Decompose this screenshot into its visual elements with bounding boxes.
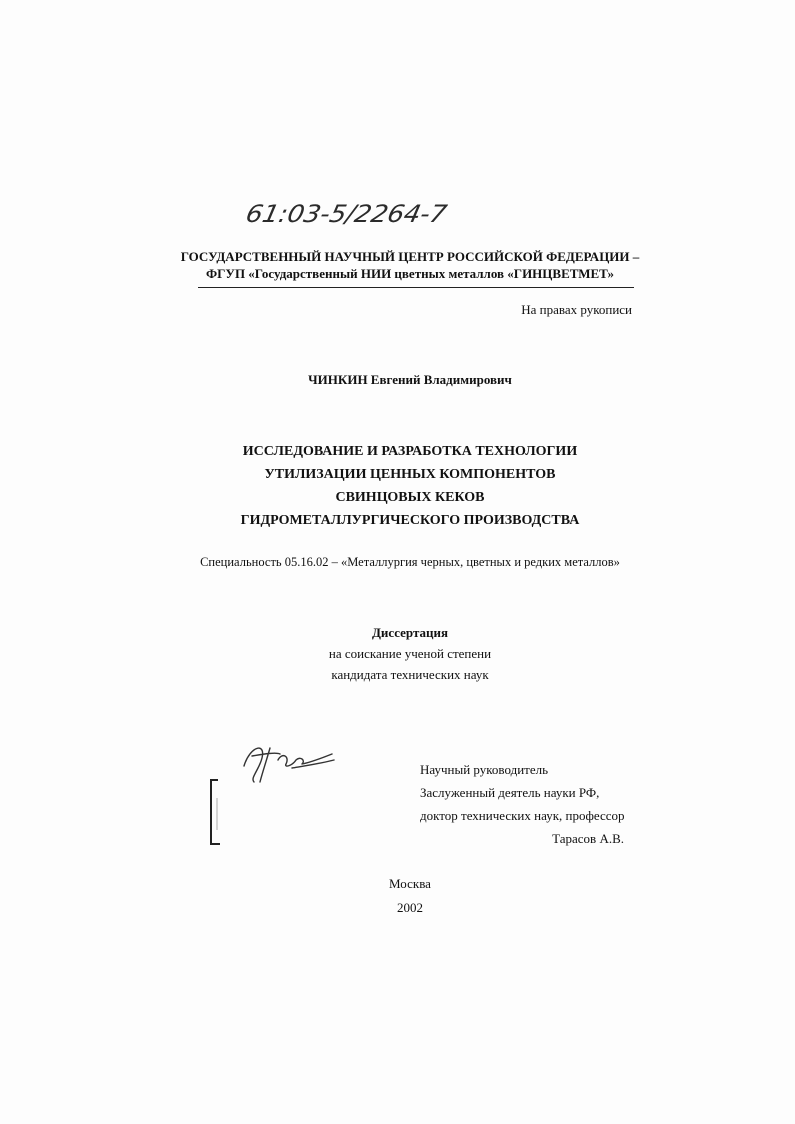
advisor-name: Тарасов А.В. [552,831,624,846]
margin-bracket-mark [208,778,230,848]
specialty-line: Специальность 05.16.02 – «Металлургия черных, цветных и редких металлов» [200,555,620,569]
organization-line-1: ГОСУДАРСТВЕННЫЙ НАУЧНЫЙ ЦЕНТР РОССИЙСКОЙ ФЕДЕРАЦИИ – [180,249,640,264]
dissertation-label: Диссертация [371,625,449,640]
manuscript-note: На правах рукописи [521,302,632,317]
title-line-1: ИССЛЕДОВАНИЕ И РАЗРАБОТКА ТЕХНОЛОГИИ [242,444,578,459]
author-name: ЧИНКИН Евгений Владимирович [308,372,512,387]
title-line-2: УТИЛИЗАЦИИ ЦЕННЫХ КОМПОНЕНТОВ [264,467,556,482]
author-signature [232,738,342,786]
place-and-year [260,872,560,920]
header-divider [198,287,634,288]
archive-number-svg [245,192,485,232]
advisor-block [420,758,640,850]
advisor-degree: доктор технических наук, профессор [420,808,625,823]
dissertation-block [260,622,560,685]
city: Москва [389,876,431,891]
advisor-rank: Заслуженный деятель науки РФ, [420,785,600,800]
advisor-role: Научный руководитель [420,762,549,777]
margin-bracket-svg [208,778,230,848]
dissertation-field-line: кандидата технических наук [331,667,489,682]
signature-svg [232,738,342,786]
dissertation-title [150,440,670,532]
title-line-4: ГИДРОМЕТАЛЛУРГИЧЕСКОГО ПРОИЗВОДСТВА [240,513,580,528]
organization-line-2: ФГУП «Государственный НИИ цветных металлов «ГИНЦВЕТМЕТ» [205,266,615,281]
archive-number-text: 61:03-5/2264-7 [245,199,436,228]
organization-header [150,248,670,282]
dissertation-degree-line: на соискание ученой степени [328,646,492,661]
archive-number-handwritten [245,192,485,232]
year: 2002 [397,900,423,915]
title-line-3: СВИНЦОВЫХ КЕКОВ [335,490,485,505]
